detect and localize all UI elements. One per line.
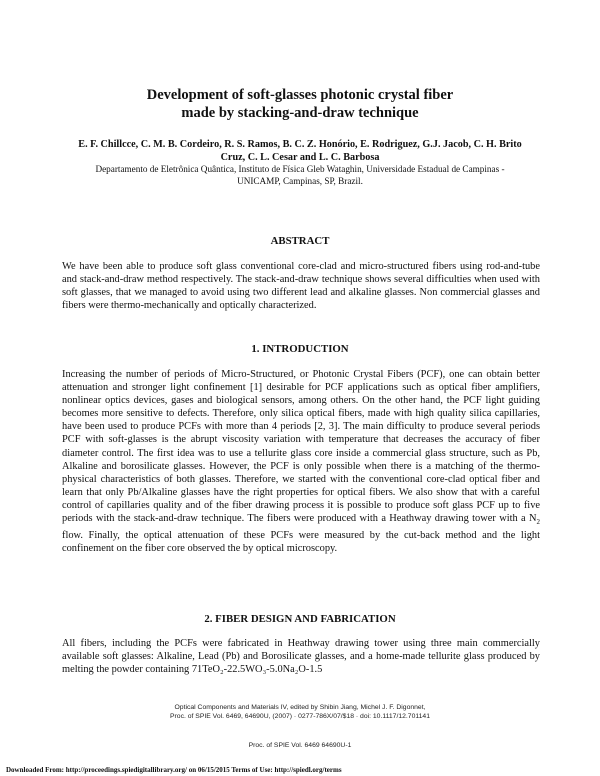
page-identifier: Proc. of SPIE Vol. 6469 64690U-1 [248,742,352,749]
abstract-heading: ABSTRACT [270,235,330,247]
download-date-text: on 06/15/2015 Terms of Use: [186,766,275,774]
abstract-paragraph: We have been able to produce soft glass conventional core-clad and micro-structured fibers using rod-and-tube and stack-and-draw method respectively. The stack-and-draw technique shows several difficulties when used with soft glasses, that we managed to avoid using two different lead and alkaline glasses. Non commercial glasses and fibers were thermo-mechanically and optically characterized. [62,261,540,312]
title-line-2: made by stacking-and-draw technique [181,105,419,121]
title-line-1: Development of soft-glasses photonic crystal fiber [146,87,454,103]
authors-line-2: Cruz, C. L. Cesar and L. C. Barbosa [220,152,380,163]
terms-link[interactable]: http://spiedl.org/terms [274,766,342,774]
download-label: Downloaded From: [6,766,66,774]
affiliation-line-2: UNICAMP, Campinas, SP, Brazil. [237,176,363,186]
proceedings-line-2: Proc. of SPIE Vol. 6469, 64690U, (2007) · 0277-786X/07/$18 · doi: 10.1117/12.701141 [170,713,430,720]
nitrogen-subscript: 2 [536,518,540,527]
introduction-text [62,368,540,555]
affiliation [58,163,542,187]
affiliation-line-1: Departamento de Eletrônica Quântica, Instituto de Física Gleb Wataghin, Universidade Estadual de Campinas - [95,164,505,174]
introduction-heading: 1. INTRODUCTION [251,343,349,355]
intro-text-part-2: flow. Finally, the optical attenuation of these PCFs were measured by the cut-back method and the light confinement on the fiber core observed the by optical microscopy. [62,530,540,555]
paper-title [60,86,540,122]
introduction-paragraph [62,368,540,555]
glass-formula: 71TeO₂-22.5WO₃-5.0Na₂O-1.5 [191,664,323,676]
download-link[interactable]: http://proceedings.spiedigitallibrary.org/ [65,766,187,774]
fiber-design-paragraph [62,637,540,676]
fiber-design-text [62,637,540,676]
download-notice [6,766,596,775]
fiber-design-heading: 2. FIBER DESIGN AND FABRICATION [204,613,396,625]
abstract-text [62,260,540,312]
authors-line-1: E. F. Chillcce, C. M. B. Cordeiro, R. S. Ramos, B. C. Z. Honório, E. Rodriguez, G.J. Jacob, C. H. Brito [78,139,522,150]
proceedings-line-1: Optical Components and Materials IV, edited by Shibin Jiang, Michel J. F. Digonnet, [174,704,426,711]
author-list [58,138,542,164]
intro-text-part-1: Increasing the number of periods of Micro-Structured, or Photonic Crystal Fibers (PCF), one can obtain better attenuation and stronger light confinement [1] desirable for PCF applications such as optical fiber amplifiers, nonlinear optics devices, gases and biological sensors, among others. On the other hand, the PCF light guiding becomes more sensitive to defects. Therefore, only silica optical fibers, made with high quality silica capillaries, have been used to produce PCFs with more than 4 periods [2, 3]. The main difficulty to produce several periods PCF with soft-glasses is the abrupt viscosity variation with temperature that decreases the accuracy of fiber diameter control. The first idea was to use a tellurite glass core inside a commercial glass structure, such as Pb, Alkaline and borosilicate glasses. However, the PCF is only possible when there is a matching of the thermo-physical characteristics of both glasses. Therefore, we started with the conventional core-clad optical fiber and learn that only Pb/Alkaline glasses have the right properties for optical fibers. We also show that with a careful control of capillaries quality and of the fiber drawing process it is possible to produce soft glass PCF up to five periods with the stack-and-draw technique. The fibers were produced with a Heathway drawing tower with a N [62,369,540,525]
proceedings-info [60,703,540,721]
fiber-design-text-part: All fibers, including the PCFs were fabricated in Heathway drawing tower using three main commercially available soft glasses: Alkaline, Lead (Pb) and Borosilicate glasses, and a home-made tellurite glass produced by melting the powder containing [62,638,540,676]
